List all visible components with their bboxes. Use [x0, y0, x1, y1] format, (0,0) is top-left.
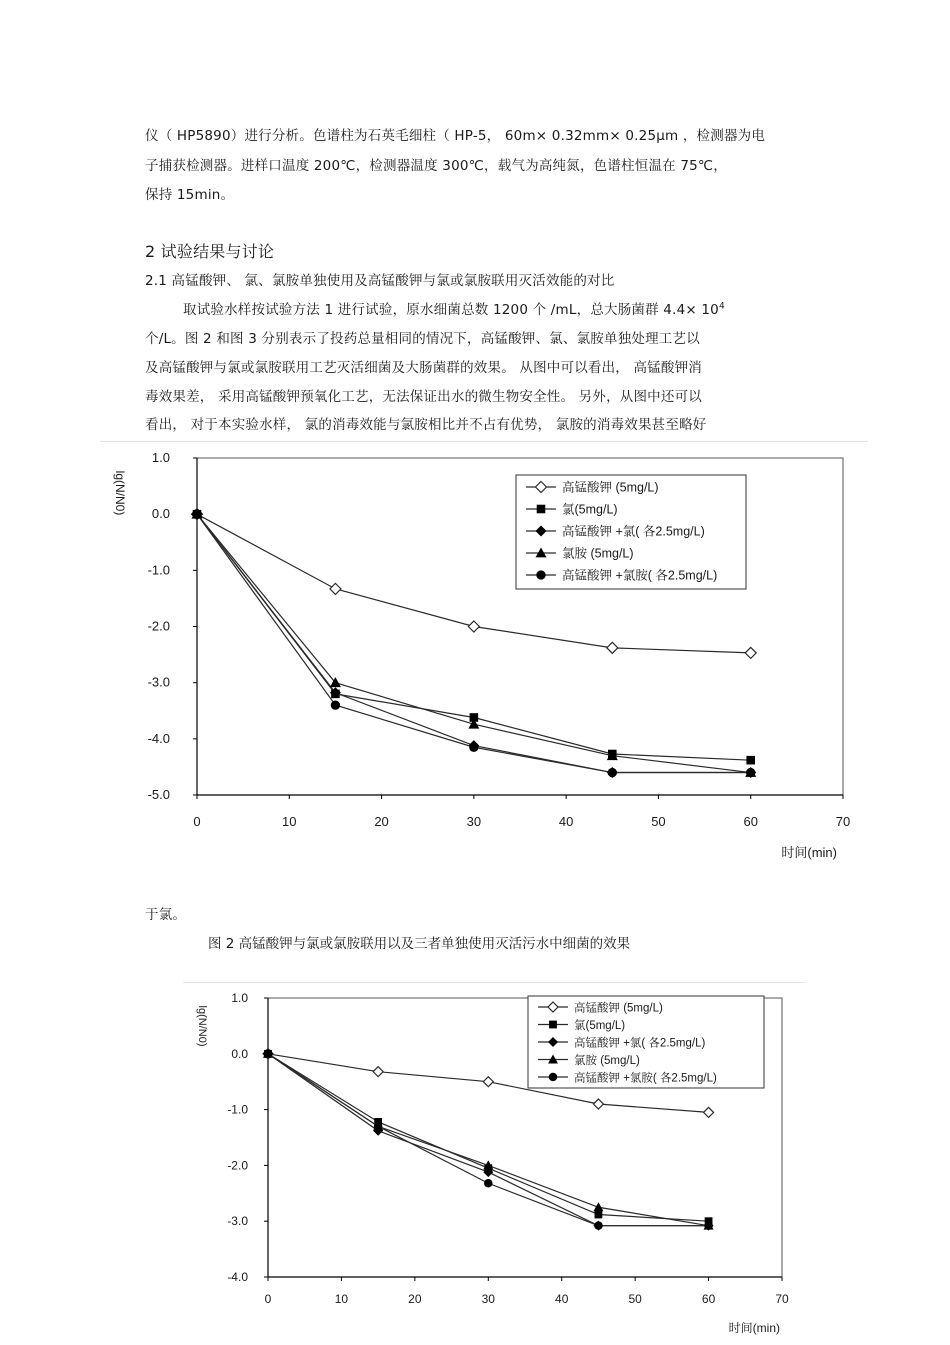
- x-tick-label: 50: [651, 814, 666, 829]
- paragraph2-line1-text: 取试验水样按试验方法 1 进行试验，原水细菌总数 1200 个 /mL，总大肠菌群 4.4× 10: [183, 302, 719, 318]
- x-tick-label: 70: [775, 1292, 789, 1306]
- y-tick-label: -5.0: [147, 787, 170, 802]
- x-tick-label: 10: [282, 814, 297, 829]
- y-tick-label: -4.0: [147, 730, 170, 746]
- y-tick-label: -1.0: [227, 1102, 248, 1117]
- data-point: [593, 1202, 603, 1211]
- y-tick-label: 1.0: [151, 450, 170, 465]
- y-tick-label: -2.0: [227, 1158, 248, 1173]
- legend: [528, 996, 764, 1088]
- x-tick-label: 50: [628, 1292, 642, 1306]
- legend-label: 高锰酸钾 (5mg/L): [562, 480, 659, 495]
- paragraph2-line6: 于氯。: [145, 907, 187, 923]
- legend-marker: [549, 1021, 557, 1029]
- legend-label: 氯(5mg/L): [562, 502, 618, 517]
- x-tick-label: 10: [334, 1292, 349, 1306]
- x-tick-label: 60: [701, 1292, 716, 1306]
- legend-label: 氯胺 (5mg/L): [562, 546, 634, 561]
- y-tick-label: 0.0: [151, 506, 170, 522]
- x-tick-label: 30: [481, 1292, 495, 1306]
- y-tick-label: -1.0: [147, 562, 170, 578]
- y-axis-label: lg(N/N0): [196, 1005, 208, 1047]
- x-axis-label: 时间(min): [728, 1321, 780, 1335]
- x-tick-label: 40: [558, 814, 574, 829]
- data-point: [374, 1122, 383, 1131]
- y-tick-label: 1.0: [231, 991, 248, 1005]
- paragraph1-line2: 子捕获检测器。进样口温度 200℃，检测器温度 300℃，载气为高纯氮，色谱柱恒温在 75℃，: [145, 158, 727, 174]
- paragraph2-line2: 个/L。图 2 和图 3 分别表示了投药总量相同的情况下，高锰酸钾、氯、氯胺单独处理工艺以: [145, 331, 700, 347]
- x-tick-label: 0: [193, 814, 201, 829]
- x-tick-label: 20: [374, 814, 389, 829]
- legend-label: 高锰酸钾 +氯胺( 各2.5mg/L): [574, 1072, 717, 1085]
- exponent: 4: [718, 301, 725, 312]
- y-tick-label: -3.0: [147, 674, 170, 690]
- y-tick-label: -2.0: [147, 618, 170, 634]
- x-axis-label: 时间(min): [781, 845, 837, 860]
- x-tick-label: 0: [264, 1292, 272, 1306]
- legend-label: 高锰酸钾 +氯( 各2.5mg/L): [574, 1037, 706, 1050]
- data-point: [704, 1221, 713, 1230]
- legend-label: 氯胺 (5mg/L): [574, 1055, 640, 1067]
- legend-label: 高锰酸钾 +氯( 各2.5mg/L): [562, 524, 705, 539]
- y-tick-label: -4.0: [227, 1270, 248, 1284]
- paragraph2-line3: 及高锰酸钾与氯或氯胺联用工艺灭活细菌及大肠菌群的效果。 从图中可以看出， 高锰酸钾消: [145, 360, 702, 376]
- y-axis-label: lg(N/N0): [113, 470, 127, 516]
- y-tick-label: -3.0: [227, 1214, 248, 1229]
- legend-label: 氯(5mg/L): [574, 1020, 626, 1032]
- section-heading: 2 试验结果与讨论: [145, 242, 275, 261]
- paragraph1-line3: 保持 15min。: [145, 187, 235, 203]
- x-tick-label: 60: [743, 814, 758, 829]
- data-point: [264, 1050, 273, 1059]
- data-point: [484, 1179, 493, 1188]
- data-point: [373, 1067, 383, 1077]
- y-tick-label: 0.0: [231, 1046, 248, 1061]
- x-tick-label: 70: [835, 814, 851, 829]
- subsection-heading: 2.1 高锰酸钾、 氯、氯胺单独使用及高锰酸钾与氯或氯胺联用灭活效能的对比: [145, 273, 615, 289]
- x-tick-label: 30: [466, 814, 482, 829]
- paragraph2-line4: 毒效果差， 采用高锰酸钾预氧化工艺，无法保证出水的微生物安全性。 另外，从图中还可以: [145, 389, 702, 405]
- figure2-caption: 图 2 高锰酸钾与氯或氯胺联用以及三者单独使用灭活污水中细菌的效果: [208, 936, 631, 952]
- x-tick-label: 20: [408, 1292, 422, 1306]
- data-point: [595, 1211, 603, 1219]
- legend-label: 高锰酸钾 (5mg/L): [574, 1002, 663, 1015]
- data-point: [483, 1077, 493, 1087]
- data-point: [593, 1099, 603, 1109]
- x-tick-label: 40: [555, 1292, 569, 1306]
- paragraph2-line5: 看出， 对于本实验水样， 氯的消毒效能与氯胺相比并不占有优势， 氯胺的消毒效果甚至略好: [145, 417, 707, 433]
- paragraph1-line1: 仪（ HP5890）进行分析。色谱柱为石英毛细柱（ HP-5， 60m× 0.32mm× 0.25μm ，检测器为电: [145, 128, 766, 144]
- legend-label: 高锰酸钾 +氯胺( 各2.5mg/L): [562, 568, 718, 583]
- legend-marker: [549, 1073, 558, 1082]
- data-point: [594, 1221, 603, 1230]
- data-point: [704, 1107, 714, 1117]
